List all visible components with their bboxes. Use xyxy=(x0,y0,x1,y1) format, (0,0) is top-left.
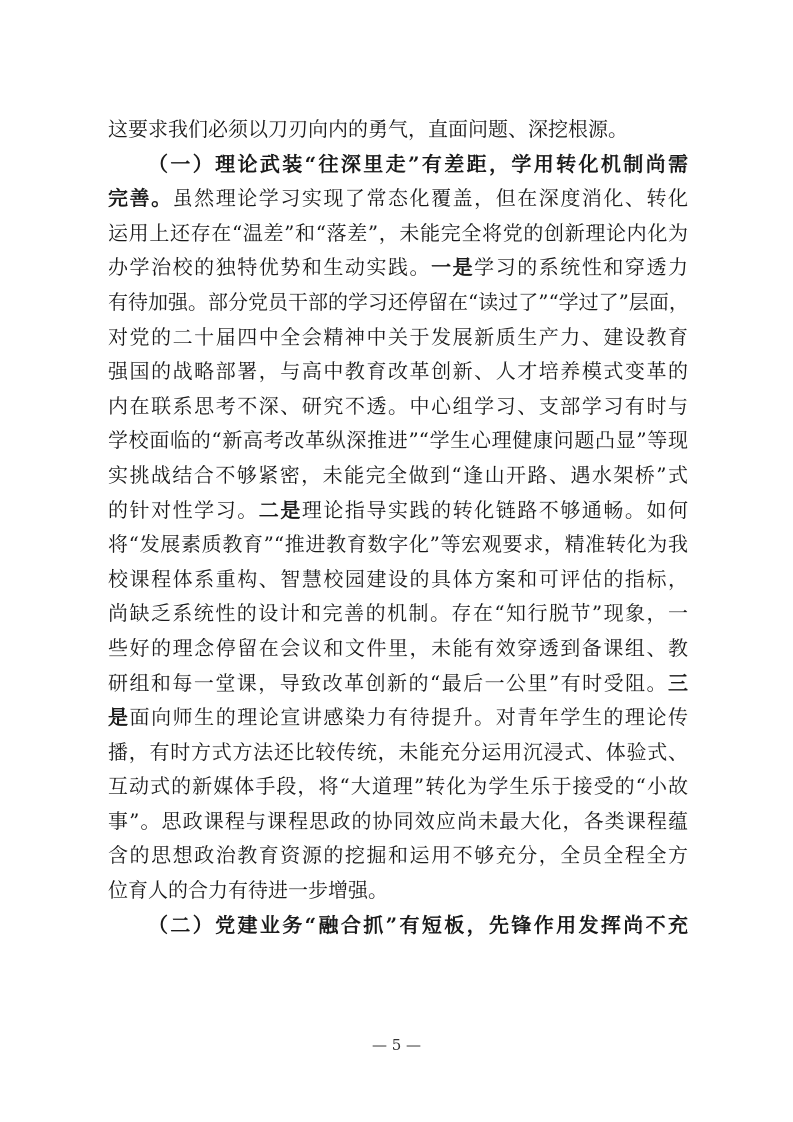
text-line xyxy=(108,596,688,631)
text-line xyxy=(108,562,688,597)
bold-run: （一）理论武装“往深里走”有差距，学用转化机制尚需 xyxy=(148,151,688,176)
bold-run: 三 xyxy=(668,670,688,695)
text-run: 位育人的合力有待进一步增强。 xyxy=(108,878,388,903)
bold-run: （二）党建业务“融合抓”有短板，先锋作用发挥尚不充 xyxy=(148,912,688,937)
text-line xyxy=(108,285,688,320)
text-line xyxy=(108,908,688,943)
text-line xyxy=(108,873,688,908)
text-run: 这要求我们必须以刀刃向内的勇气，直面问题、深挖根源。 xyxy=(108,117,628,141)
text-line xyxy=(108,389,688,424)
text-run: 学习的系统性和穿透力 xyxy=(474,255,689,280)
text-line xyxy=(108,700,688,735)
text-line xyxy=(108,838,688,873)
text-line xyxy=(108,458,688,493)
text-run: 运用上还存在“温差”和“落差”，未能完全将党的创新理论内化为 xyxy=(108,220,688,245)
text-line xyxy=(108,527,688,562)
text-run: 对党的二十届四中全会精神中关于发展新质生产力、建设教育 xyxy=(108,324,688,349)
text-line xyxy=(108,112,688,147)
text-line xyxy=(108,423,688,458)
text-run: 些好的理念停留在会议和文件里，未能有效穿透到备课组、教 xyxy=(108,635,688,660)
text-line xyxy=(108,666,688,701)
text-run: 内在联系思考不深、研究不透。中心组学习、支部学习有时与 xyxy=(108,393,688,418)
bold-run: 完善。 xyxy=(108,186,173,211)
text-run: 校课程体系重构、智慧校园建设的具体方案和可评估的指标， xyxy=(108,566,688,591)
text-run: 研组和每一堂课，导致改革创新的“最后一公里”有时受阻。 xyxy=(108,670,668,695)
page-number: — 5 — xyxy=(371,1036,422,1054)
text-run: 尚缺乏系统性的设计和完善的机制。存在“知行脱节”现象，一 xyxy=(108,601,688,626)
text-run: 的针对性学习。 xyxy=(108,497,259,522)
text-run: 互动式的新媒体手段，将“大道理”转化为学生乐于接受的“小故 xyxy=(108,774,688,799)
text-line xyxy=(108,735,688,770)
text-run: 含的思想政治教育资源的挖掘和运用不够充分，全员全程全方 xyxy=(108,843,688,868)
text-run: 强国的战略部署，与高中教育改革创新、人才培养模式变革的 xyxy=(108,359,688,384)
bold-run: 二是 xyxy=(258,497,302,522)
body-text xyxy=(108,112,688,942)
text-run: 办学治校的独特优势和生动实践。 xyxy=(108,255,432,280)
text-run: 面向师生的理论宣讲感染力有待提升。对青年学生的理论传 xyxy=(129,705,689,730)
text-run: 有待加强。部分党员干部的学习还停留在“读过了”“学过了”层面， xyxy=(108,289,689,314)
text-run: 理论指导实践的转化链路不够通畅。如何 xyxy=(301,497,689,522)
text-line xyxy=(108,320,688,355)
text-line xyxy=(108,250,688,285)
text-run: 实挑战结合不够紧密，未能完全做到“逢山开路、遇水架桥”式 xyxy=(108,462,688,487)
text-line xyxy=(108,493,688,528)
text-line xyxy=(108,631,688,666)
bold-run: 是 xyxy=(108,705,130,730)
text-line xyxy=(108,216,688,251)
text-line xyxy=(108,147,688,182)
text-run: 将“发展素质教育”“推进教育数字化”等宏观要求，精准转化为我 xyxy=(108,532,688,557)
text-line xyxy=(108,769,688,804)
text-line xyxy=(108,354,688,389)
text-run: 播，有时方式方法还比较传统，未能充分运用沉浸式、体验式、 xyxy=(108,739,688,764)
text-line xyxy=(108,181,688,216)
text-line xyxy=(108,804,688,839)
bold-run: 一是 xyxy=(431,255,475,280)
text-run: 学校面临的“新高考改革纵深推进”“学生心理健康问题凸显”等现 xyxy=(108,428,688,453)
text-run: 虽然理论学习实现了常态化覆盖，但在深度消化、转化 xyxy=(172,186,689,211)
text-run: 事”。思政课程与课程思政的协同效应尚未最大化，各类课程蕴 xyxy=(108,808,688,833)
